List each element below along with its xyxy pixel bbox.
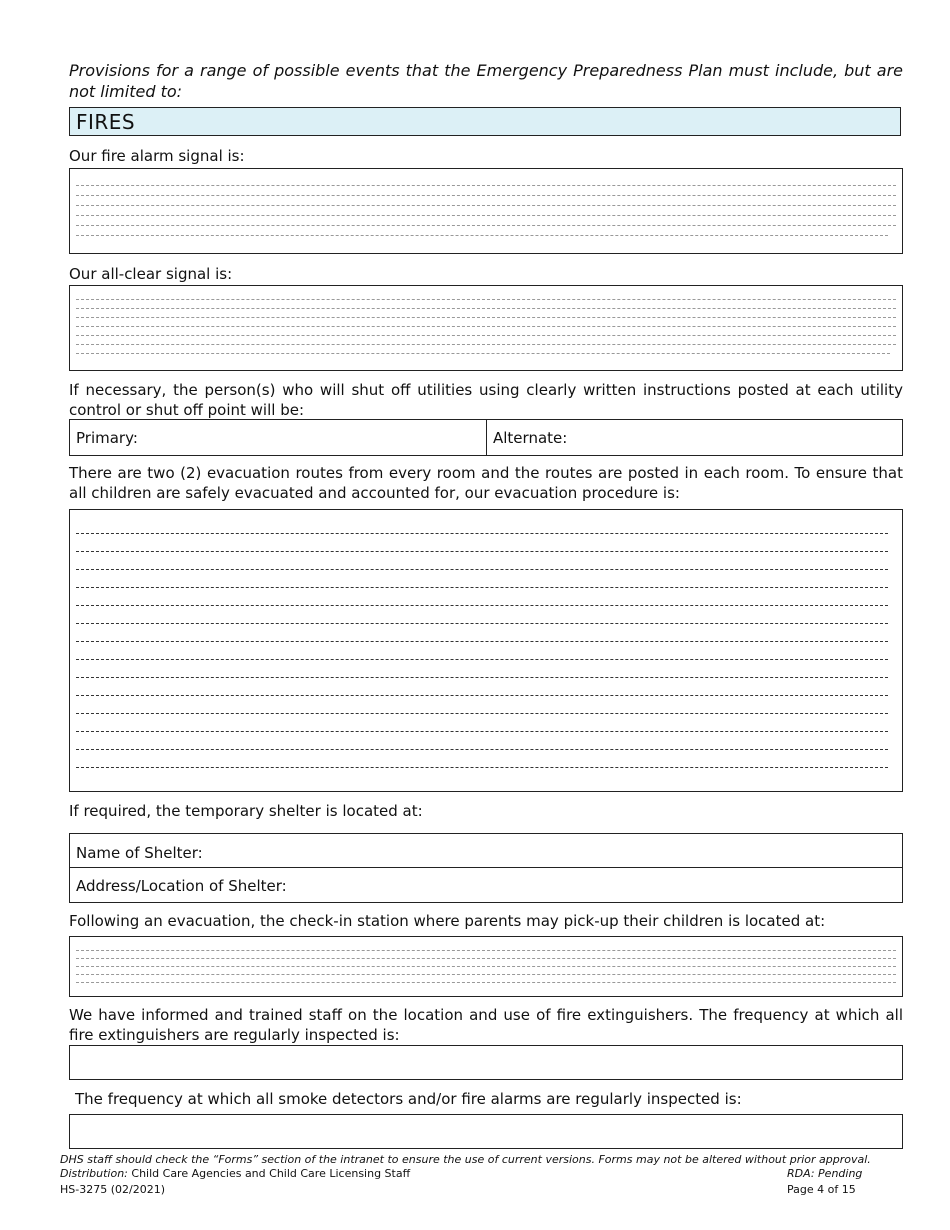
extinguisher-label: We have informed and trained staff on the location and use of fire extinguishers. The frequency at which all fire extinguishers are regularly inspected is:: [69, 1006, 903, 1044]
shelter-name-field[interactable]: [70, 834, 902, 868]
utilities-label: If necessary, the person(s) who will shut off utilities using clearly written instructions posted at each utility control or shut off point will be:: [69, 381, 903, 419]
section-title: FIRES: [69, 107, 901, 136]
checkin-label: Following an evacuation, the check-in station where parents may pick-up their children is located at:: [69, 912, 826, 930]
shelter-name-label: Name of Shelter:: [76, 844, 203, 862]
utilities-table: [69, 419, 903, 456]
shelter-address-label: Address/Location of Shelter:: [76, 877, 287, 895]
distribution-prefix: Distribution:: [60, 1167, 128, 1180]
evacuation-field[interactable]: [69, 509, 903, 792]
footer-rda: RDA: Pending: [787, 1167, 863, 1180]
fire-alarm-label: Our fire alarm signal is:: [69, 147, 245, 165]
footer-page: Page 4 of 15: [787, 1183, 856, 1196]
footer-distribution: [60, 1167, 410, 1181]
evacuation-label: There are two (2) evacuation routes from every room and the routes are posted in each room. To ensure that all children are safely evacuated and accounted for, our evacuation procedure is:: [69, 464, 903, 502]
smoke-label: The frequency at which all smoke detectors and/or fire alarms are regularly inspected is:: [75, 1090, 742, 1108]
alternate-field[interactable]: [487, 420, 902, 455]
alternate-label: Alternate:: [493, 429, 568, 447]
smoke-field[interactable]: [69, 1114, 903, 1149]
all-clear-field[interactable]: [69, 285, 903, 371]
shelter-table: [69, 833, 903, 903]
all-clear-label: Our all-clear signal is:: [69, 265, 233, 283]
fire-alarm-field[interactable]: [69, 168, 903, 254]
footer-form-id: HS-3275 (02/2021): [60, 1183, 165, 1196]
shelter-label: If required, the temporary shelter is located at:: [69, 802, 423, 820]
primary-field[interactable]: [70, 420, 487, 455]
checkin-field[interactable]: [69, 936, 903, 997]
primary-label: Primary:: [76, 429, 138, 447]
intro-text: Provisions for a range of possible events that the Emergency Preparedness Plan must include, but are not limited to:: [69, 61, 903, 101]
extinguisher-field[interactable]: [69, 1045, 903, 1080]
distribution-text: Child Care Agencies and Child Care Licensing Staff: [131, 1167, 411, 1180]
shelter-address-field[interactable]: [70, 868, 902, 902]
footer-notice: DHS staff should check the “Forms” section of the intranet to ensure the use of current versions. Forms may not be altered without prior approval.: [60, 1153, 871, 1166]
